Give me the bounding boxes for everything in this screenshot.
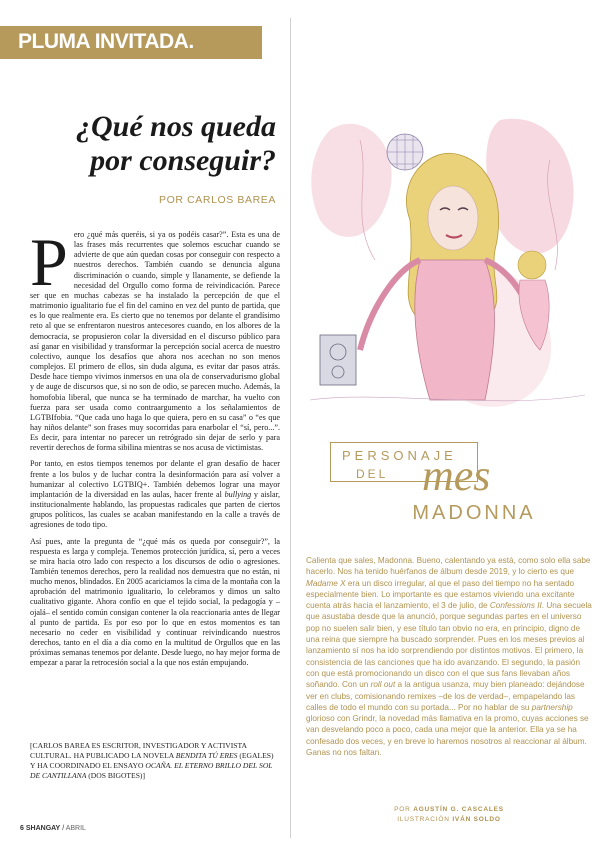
section-label: PLUMA INVITADA.: [18, 30, 194, 53]
page-footer: [20, 825, 86, 832]
article-title: [18, 110, 276, 178]
article-paragraph-1: Pero ¿qué más queréis, si ya os podéis casar?”. Esta es una de las frases más recurrentes que solemos escuchar cuando se advierte de que aún quedan cosas por conseguir con respecto a nuestros derechos. También cuando se denuncia alguna discriminación o cuando, simple y llanamente, se defiende la necesidad del Orgullo como forma de reivindicación. Parece ser que en muchas cabezas se ha instalado la percepción de que el matrimonio igualitario fue el fin del camino en vez del punto de partida, que es lo que realmente era. Es cierto que no tenemos por delante el grandísimo reto al que se enfrentaron nuestros antecesores cuando, en los albores de la democracia, se propusieron colar la diversidad en el discurso público para así ganar en visibilidad y transformar la percepción social acerca de nuestro colectivo, aunque los desafíos que ahora nos acechan no son menos complejos. El primero de ellos, sin duda alguna, es evitar dar pasos atrás. Desde hace tiempo vivimos inmersos en una ola de conservadurismo global y de auge de discursos que, si no son de odio, se parecen mucho. Además, la homofobia liberal, que nunca se ha terminado de marchar, ha vuelto con fuerza para ser usada como contraargumento a los señalamientos de LGTBIfobia. “Que cada uno haga lo que quiera, pero en su casa” o “es que hay niños delante” son frases muy socorridas para enarbolar el “sí, pero...”. Es decir, para intentar no parecer un retrógrado sin dejar de serlo y para revertir derechos de forma sibilina mientras se nos acusa de victimistas.: [30, 224, 280, 453]
article-paragraph-3: Así pues, ante la pregunta de “¿qué más os queda por conseguir?”, la respuesta es larga y compleja. Tenemos protección jurídica, sí, pero a veces se mira hacia otro lado con respecto a los discursos de odio o agresiones. También tenemos derechos, pero la realidad nos demuestra que no están, ni mucho menos, blindados. En 2005 acariciamos la cima de la montaña con la aprobación del matrimonio igualitario, lo celebramos y dimos un salto cualitativo gigante. Ahora confío en que el tejido social, la pedagogía y –ojalá– el sentido común consigan contener la ola reaccionaria antes de llegar al punto de partida. Es por eso por lo que en estos momentos es tan necesario no ceder en visibilidad y continuar reivindicando nuestros derechos, tanto en el día a día como en la multitud de Orgullos que en las próximas semanas tenemos por delante. Desde luego, no hay mejor forma de empezar a parar la retrocesión social a la que nos están empujando.: [30, 536, 280, 668]
article-body: [30, 224, 280, 675]
article-paragraph-2: Por tanto, en estos tiempos tenemos por delante el gran desafío de hacer frente a los bulos y de luchar contra la desinformación para así volver a humanizar al colectivo LGTBIQ+. También debemos lograr una mayor implantación de la diversidad en las aulas, hacer frente al bullying y aislar, institucionalmente hablando, las propuestas radicales que parten de ciertos grupos políticos, las cuales se acaban manifestando en la calle a través de agresiones de todo tipo.: [30, 459, 280, 530]
author-bio: [CARLOS BAREA ES ESCRITOR, INVESTIGADOR Y ACTIVISTA CULTURAL. HA PUBLICADO LA NOVELA BENDITA TÚ ERES (EGALES) Y HA COORDINADO EL ENSAYO OCAÑA. EL ETERNO BRILLO DEL SOL DE CANTILLANA (DOS BIGOTES)]: [30, 741, 274, 780]
article-byline: POR CARLOS BAREA: [159, 194, 276, 206]
madonna-illustration: [300, 100, 590, 428]
article-title-line-1: ¿Qué nos queda: [75, 110, 276, 143]
feature-body: Calienta que sales, Madonna. Bueno, calentando ya está, como solo ella sabe hacerlo. Nos ha tenido huérfanos de álbum desde 2019, y lo cierto es que Madame X era un disco irregular, al que el paso del tiempo no ha sentado especialmente bien. Lo importante es que estamos viviendo una excitante cuenta atrás hacia el lanzamiento, el 3 de julio, de Confessions II. Una secuela que asustaba desde que la anunció, porque segundas partes en el universo pop no suelen salir bien, y ese título tan obvio no era, en principio, digno de una reina que siempre ha buscado sorprender. Pues en los meses previos al lanzamiento sí nos ha ido sorprendiendo por distintos motivos. El primero, la consistencia de las canciones que ha ido avanzando. El segundo, la pasión con que está promocionando un disco con el que sus fans llevaban años soñando. Con un roll out a la antigua usanza, muy bien planeado: dejándose ver en clubs, comisionando remixes –de los de verdad–, empapelando las calles de todo el mundo con su portada... Por no hablar de su partnership glorioso con Grindr, la novedad más llamativa en la promo, cuyas acciones se van desvelando poco a poco, cada una mejor que la anterior. Ella ya se ha confesado dos veces, y en breve lo haremos nosotros al reaccionar al álbum. Ganas no nos faltan.: [306, 556, 592, 758]
article-title-line-2: por conseguir?: [90, 144, 276, 177]
feature-subject-name: MADONNA: [412, 502, 536, 524]
personaje-del-mes-logo: [330, 442, 592, 532]
issue-month: ABRIL: [65, 825, 86, 832]
credit-illustrator: ILUSTRACIÓN IVÁN SOLDO: [397, 816, 501, 823]
logo-word-personaje: PERSONAJE: [342, 448, 457, 463]
footer-separator: /: [62, 825, 65, 832]
credit-author: POR AGUSTÍN G. CASCALES: [394, 806, 504, 813]
feature-credits: [306, 805, 592, 825]
magazine-name: SHANGAY: [25, 825, 61, 832]
section-banner: [0, 26, 262, 59]
drop-cap: P: [30, 224, 68, 300]
column-divider: [290, 18, 291, 838]
logo-word-del: DEL: [352, 467, 392, 481]
logo-word-mes: mes: [422, 451, 491, 500]
page-number: 6: [20, 825, 24, 832]
